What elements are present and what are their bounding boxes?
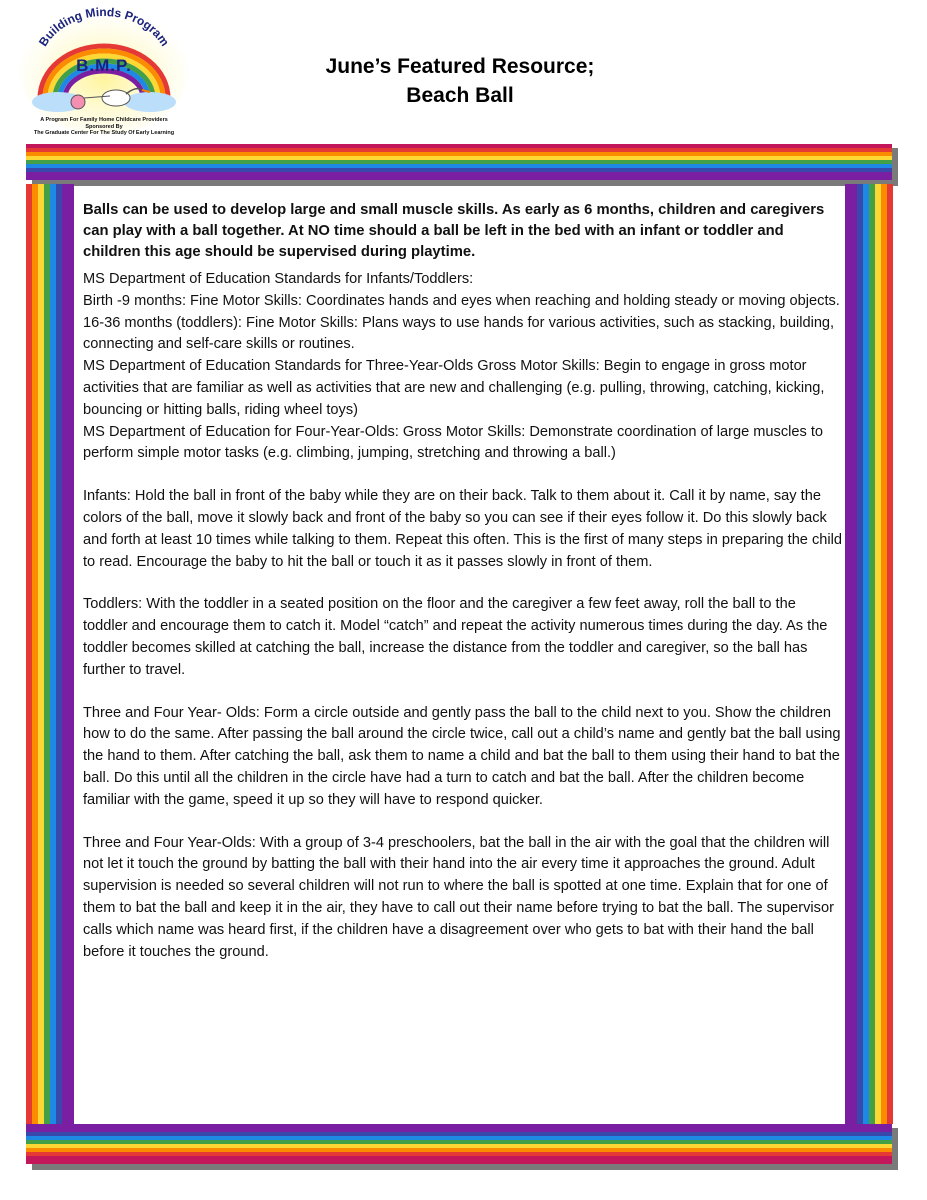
standard-item: MS Department of Education Standards for Three-Year-Olds Gross Motor Skills: Begin to engage in gross motor activities that are familiar as well as activities that are new and challenging (e.g. pulling, throwing, catching, kicking, bouncing or hitting balls, riding wheel toys): [83, 358, 825, 418]
activity-infants: Infants: Hold the ball in front of the baby while they are on their back. Talk to them about it. Call it by name, say the colors of the ball, move it slowly back and front of the baby so you can see if their eyes follow it. Do this slowly back and forth at least 10 times while talking to them. Repeat this often. This is the first of many steps in preparing the child to read. Encourage the baby to hit the ball or touch it as it passes slowly in front of them.: [83, 488, 842, 570]
logo-tagline-1: A Program For Family Home Childcare Providers: [40, 117, 168, 123]
logo-tagline-3: The Graduate Center For The Study Of Early Learning: [33, 130, 175, 136]
page-title-line-1: June’s Featured Resource;: [325, 55, 595, 78]
activity-toddlers: Toddlers: With the toddler in a seated position on the floor and the caregiver a few feet away, roll the ball to the toddler and encourage them to catch it. Model “catch” and repeat the activity numerous times during the day. As the toddler becomes skilled at catching the ball, increase the distance from the toddler and caregiver, so the ball has further to travel.: [83, 596, 828, 678]
page-title-line-2: Beach Ball: [406, 84, 514, 107]
page-title: [250, 52, 670, 110]
frame-band-top: [26, 176, 892, 180]
standard-item: 16-36 months (toddlers): Fine Motor Skills: Plans ways to use hands for various activities, such as stacking, building, connecting and self-care skills or routines.: [83, 314, 835, 353]
logo-abbreviation: B.M.P.: [76, 56, 132, 75]
logo-tagline: [18, 117, 190, 137]
logo-tagline-2: Sponsored By: [85, 123, 123, 130]
activity-preschool-circle: Three and Four Year- Olds: Form a circle outside and gently pass the ball to the child next to you. Show the children how to do the same. After passing the ball around the circle twice, call out a child’s name and gently bat the ball using the hand to them. After catching the ball, ask them to name a child and bat the ball to them using their hand to bat the ball. Do this until all the children in the circle have had a turn to catch and bat the ball. After the children become familiar with the game, speed it up so they will have to respond quicker.: [83, 704, 841, 808]
frame-band-bottom: [26, 1160, 892, 1164]
frame-band-left: [68, 184, 74, 1124]
standard-item: MS Department of Education for Four-Year-Olds: Gross Motor Skills: Demonstrate coordination of large muscles to perform simple motor tasks (e.g. climbing, jumping, stretching and throwing a ball.): [83, 423, 823, 462]
standard-item: MS Department of Education Standards for Infants/Toddlers:: [83, 271, 474, 287]
article-body: [83, 200, 843, 984]
standards-section: [83, 269, 843, 465]
program-logo: [18, 6, 190, 134]
svg-text:Building Minds Program: Building Minds Program: [36, 6, 172, 49]
activity-preschool-air-bat: Three and Four Year-Olds: With a group of 3-4 preschoolers, bat the ball in the air with the goal that the children will not let it touch the ground by batting the ball with their hand into the air every time it approaches the ground. Adult supervision is needed so several children will not run to where the ball is spotted at one time. Explain that for one of them to bat the ball and keep it in the air, they have to call out their name before trying to bat the ball. The supervisor calls which name was heard first, if the children have a disagreement over who gets to bat with their hand the ball before it touches the ground.: [83, 834, 834, 960]
standard-item: Birth -9 months: Fine Motor Skills: Coordinates hands and eyes when reaching and holding steady or moving objects.: [83, 292, 840, 309]
frame-band-right: [887, 184, 893, 1124]
intro-paragraph: Balls can be used to develop large and small muscle skills. As early as 6 months, children and caregivers can play with a ball together. At NO time should a ball be left in the bed with an infant or toddler and children this age should be supervised during playtime.: [83, 202, 825, 260]
